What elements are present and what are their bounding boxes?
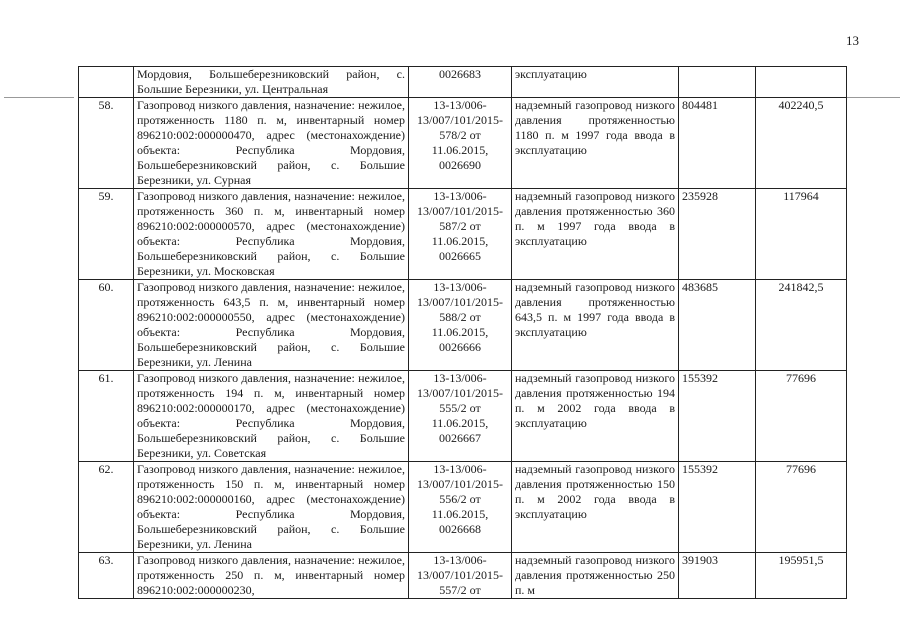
description-cell: надземный газопровод низкого давления протяженностью 360 п. м 1997 года ввода в эксплуатацию [512,189,679,280]
half-value-cell: 77696 [756,371,847,462]
property-table [78,66,847,599]
description-cell: надземный газопровод низкого давления протяженностью 250 п. м [512,553,679,599]
table-row [79,189,847,280]
half-value-cell: 241842,5 [756,280,847,371]
half-value-cell [756,67,847,98]
object-name-cell: Газопровод низкого давления, назначение: нежилое, протяженность 360 п. м, инвентарный номер 896210:002:000000570, адрес (местонахождение) объекта: Республика Мордовия, Большеберезниковский район, с. Большие Березники, ул. Московская [134,189,409,280]
registration-cell: 13-13/006-13/007/101/2015-588/2 от 11.06.2015, 0026666 [409,280,512,371]
registration-cell: 0026683 [409,67,512,98]
value-cell: 155392 [679,371,756,462]
registration-cell: 13-13/006-13/007/101/2015-555/2 от 11.06.2015, 0026667 [409,371,512,462]
registration-cell: 13-13/006-13/007/101/2015-557/2 от [409,553,512,599]
table-row [79,371,847,462]
table-row [79,67,847,98]
description-cell: надземный газопровод низкого давления протяженностью 150 п. м 2002 года ввода в эксплуатацию [512,462,679,553]
object-name-cell: Газопровод низкого давления, назначение: нежилое, протяженность 643,5 п. м, инвентарный номер 896210:002:000000550, адрес (местонахождение) объекта: Республика Мордовия, Большеберезниковский район, с. Большие Березники, ул. Ленина [134,280,409,371]
description-cell: надземный газопровод низкого давления протяженностью 643,5 п. м 1997 года ввода в эксплуатацию [512,280,679,371]
half-value-cell: 402240,5 [756,98,847,189]
registration-cell: 13-13/006-13/007/101/2015-556/2 от 11.06.2015, 0026668 [409,462,512,553]
value-cell: 235928 [679,189,756,280]
value-cell: 391903 [679,553,756,599]
row-number: 60. [79,280,134,371]
table-row [79,553,847,599]
table-row [79,462,847,553]
object-name-cell: Газопровод низкого давления, назначение: нежилое, протяженность 1180 п. м, инвентарный номер 896210:002:000000470, адрес (местонахождение) объекта: Республика Мордовия, Большеберезниковский район, с. Большие Березники, ул. Сурная [134,98,409,189]
object-name-cell: Газопровод низкого давления, назначение: нежилое, протяженность 150 п. м, инвентарный номер 896210:002:000000160, адрес (местонахождение) объекта: Республика Мордовия, Большеберезниковский район, с. Большие Березники, ул. Ленина [134,462,409,553]
registration-cell: 13-13/006-13/007/101/2015-587/2 от 11.06.2015, 0026665 [409,189,512,280]
registration-cell: 13-13/006-13/007/101/2015-578/2 от 11.06.2015, 0026690 [409,98,512,189]
row-number: 59. [79,189,134,280]
description-cell: эксплуатацию [512,67,679,98]
row-number: 61. [79,371,134,462]
row-number: 58. [79,98,134,189]
value-cell: 155392 [679,462,756,553]
row-number: 62. [79,462,134,553]
object-name-cell: Газопровод низкого давления, назначение: нежилое, протяженность 194 п. м, инвентарный номер 896210:002:000000170, адрес (местонахождение) объекта: Республика Мордовия, Большеберезниковский район, с. Большие Березники, ул. Советская [134,371,409,462]
value-cell [679,67,756,98]
description-cell: надземный газопровод низкого давления протяженностью 194 п. м 2002 года ввода в эксплуатацию [512,371,679,462]
half-value-cell: 77696 [756,462,847,553]
scan-artifact-line [4,97,74,98]
scan-artifact-line [838,97,900,98]
object-name-cell: Газопровод низкого давления, назначение: нежилое, протяженность 250 п. м, инвентарный номер 896210:002:000000230, [134,553,409,599]
object-name-cell: Мордовия, Большеберезниковский район, с. Большие Березники, ул. Центральная [134,67,409,98]
value-cell: 804481 [679,98,756,189]
row-number [79,67,134,98]
page-number: 13 [846,33,859,48]
table-row [79,280,847,371]
row-number: 63. [79,553,134,599]
half-value-cell: 117964 [756,189,847,280]
half-value-cell: 195951,5 [756,553,847,599]
description-cell: надземный газопровод низкого давления протяженностью 1180 п. м 1997 года ввода в эксплуатацию [512,98,679,189]
value-cell: 483685 [679,280,756,371]
table-row [79,98,847,189]
